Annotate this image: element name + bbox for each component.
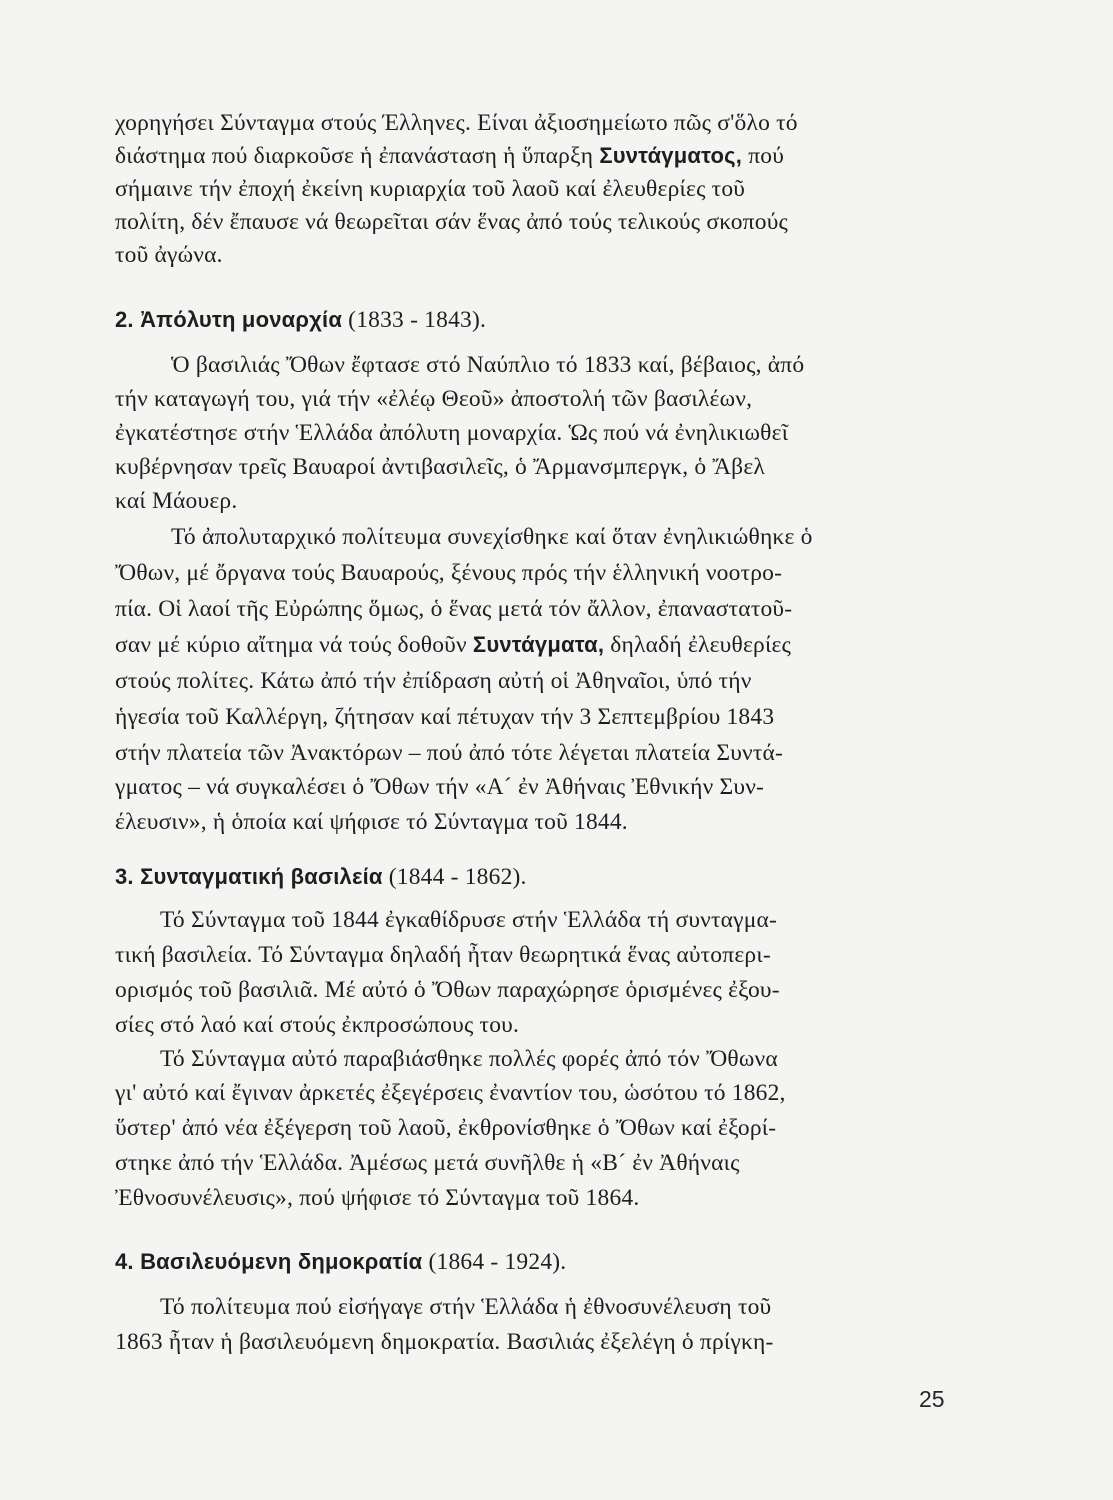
section-heading: 3. Συνταγματική βασιλεία (1844 - 1862). (115, 864, 527, 890)
text-line: ορισμός τοῦ βασιλιᾶ. Μέ αὐτό ὁ Ὄθων παραχώρησε ὁρισμένες ἐξου- (115, 977, 780, 1003)
text-line: τική βασιλεία. Τό Σύνταγμα δηλαδή ἦταν θεωρητικά ἕνας αὐτοπερι- (115, 942, 771, 968)
text-line: Τό πολίτευμα πού εἰσήγαγε στήν Ἑλλάδα ἡ ἐθνοσυνέλευση τοῦ (160, 1294, 772, 1320)
text-line: γματος – νά συγκαλέσει ὁ Ὄθων τήν «Α´ ἐν Ἀθήναις Ἐθνικήν Συν- (115, 774, 765, 800)
text-line: σαν μέ κύριο αἴτημα νά τούς δοθοῦν Συντάγματα, δηλαδή ἐλευθερίες (115, 632, 792, 658)
text-line: σίες στό λαό καί στούς ἐκπροσώπους του. (115, 1012, 520, 1038)
text-line: σήμαινε τήν ἐποχή ἐκείνη κυριαρχία τοῦ λαοῦ καί ἐλευθερίες τοῦ (115, 176, 746, 202)
text-line: Ὁ βασιλιάς Ὄθων ἔφτασε στό Ναύπλιο τό 1833 καί, βέβαιος, ἀπό (171, 352, 805, 378)
text-line: Τό ἀπολυταρχικό πολίτευμα συνεχίσθηκε καί ὅταν ἐνηλικιώθηκε ὁ (171, 524, 813, 550)
text-line: ἡγεσία τοῦ Καλλέργη, ζήτησαν καί πέτυχαν τήν 3 Σεπτεμβρίου 1843 (115, 704, 775, 730)
section-heading: 2. Ἀπόλυτη μοναρχία (1833 - 1843). (115, 307, 487, 333)
text-line: διάστημα πού διαρκοῦσε ἡ ἐπανάσταση ἡ ὕπαρξη Συντάγματος, πού (115, 143, 785, 169)
text-line: Τό Σύνταγμα αὐτό παραβιάσθηκε πολλές φορές ἀπό τόν Ὄθωνα (160, 1046, 778, 1072)
section-title: Ἀπόλυτη μοναρχία (140, 307, 343, 332)
text-line: στούς πολίτες. Κάτω ἀπό τήν ἐπίδραση αὐτή οἱ Ἀθηναῖοι, ὑπό τήν (115, 668, 752, 694)
text-line: στήν πλατεία τῶν Ἀνακτόρων – πού ἀπό τότε λέγεται πλατεία Συντά- (115, 740, 784, 766)
text-line: κυβέρνησαν τρεῖς Βαυαροί ἀντιβασιλεῖς, ὁ Ἄρμανσμπεργκ, ὁ Ἄβελ (115, 454, 765, 480)
text-line: ὕστερ' ἀπό νέα ἐξέγερση τοῦ λαοῦ, ἐκθρονίσθηκε ὁ Ὄθων καί ἐξορί- (115, 1115, 777, 1141)
text-line: 1863 ἦταν ἡ βασιλευόμενη δημοκρατία. Βασιλιάς ἐξελέγη ὁ πρίγκη- (115, 1329, 774, 1355)
text-line: χορηγήσει Σύνταγμα στούς Έλληνες. Είναι ἀξιοσημείωτο πῶς σ'ὅλο τό (115, 110, 798, 136)
text-line: έλευσιν», ἡ ὁποία καί ψήφισε τό Σύνταγμα τοῦ 1844. (115, 809, 628, 835)
text-line: τήν καταγωγή του, γιά τήν «ἐλέῳ Θεοῦ» ἀποστολή τῶν βασιλέων, (115, 386, 753, 412)
bold-term: Συντάγματα, (472, 632, 605, 657)
text-line: Ὄθων, μέ ὄργανα τούς Βαυαρούς, ξένους πρός τήν ἑλληνική νοοτρο- (115, 560, 783, 586)
text-line: πολίτη, δέν ἔπαυσε νά θεωρεῖται σάν ἕνας ἀπό τούς τελικούς σκοπούς (115, 209, 789, 235)
bold-term: Συντάγματος, (599, 143, 743, 168)
text-line: καί Μάουερ. (115, 488, 238, 514)
text-line: στηκε ἀπό τήν Ἑλλάδα. Ἀμέσως μετά συνῆλθε ἡ «Β´ ἐν Ἀθήναις (115, 1150, 740, 1176)
page-number: 25 (919, 1386, 945, 1412)
section-heading: 4. Βασιλευόμενη δημοκρατία (1864 - 1924). (115, 1249, 567, 1275)
text-line: πία. Οἱ λαοί τῆς Εὐρώπης ὅμως, ὁ ἕνας μετά τόν ἄλλον, ἐπαναστατοῦ- (115, 596, 793, 622)
text-line: τοῦ ἀγώνα. (115, 242, 223, 268)
text-line: γι' αὐτό καί ἔγιναν ἀρκετές ἐξεγέρσεις ἐναντίον του, ὡσότου τό 1862, (115, 1080, 786, 1106)
text-line: ἐγκατέστησε στήν Ἑλλάδα ἀπόλυτη μοναρχία. Ὡς πού νά ἐνηλικιωθεῖ (115, 420, 789, 446)
text-line: Τό Σύνταγμα τοῦ 1844 ἐγκαθίδρυσε στήν Ἑλλάδα τή συνταγμα- (160, 907, 778, 933)
section-title: Συνταγματική βασιλεία (140, 864, 383, 889)
section-title: Βασιλευόμενη δημοκρατία (140, 1249, 423, 1274)
text-line: Ἐθνοσυνέλευσις», πού ψήφισε τό Σύνταγμα τοῦ 1864. (115, 1185, 640, 1211)
